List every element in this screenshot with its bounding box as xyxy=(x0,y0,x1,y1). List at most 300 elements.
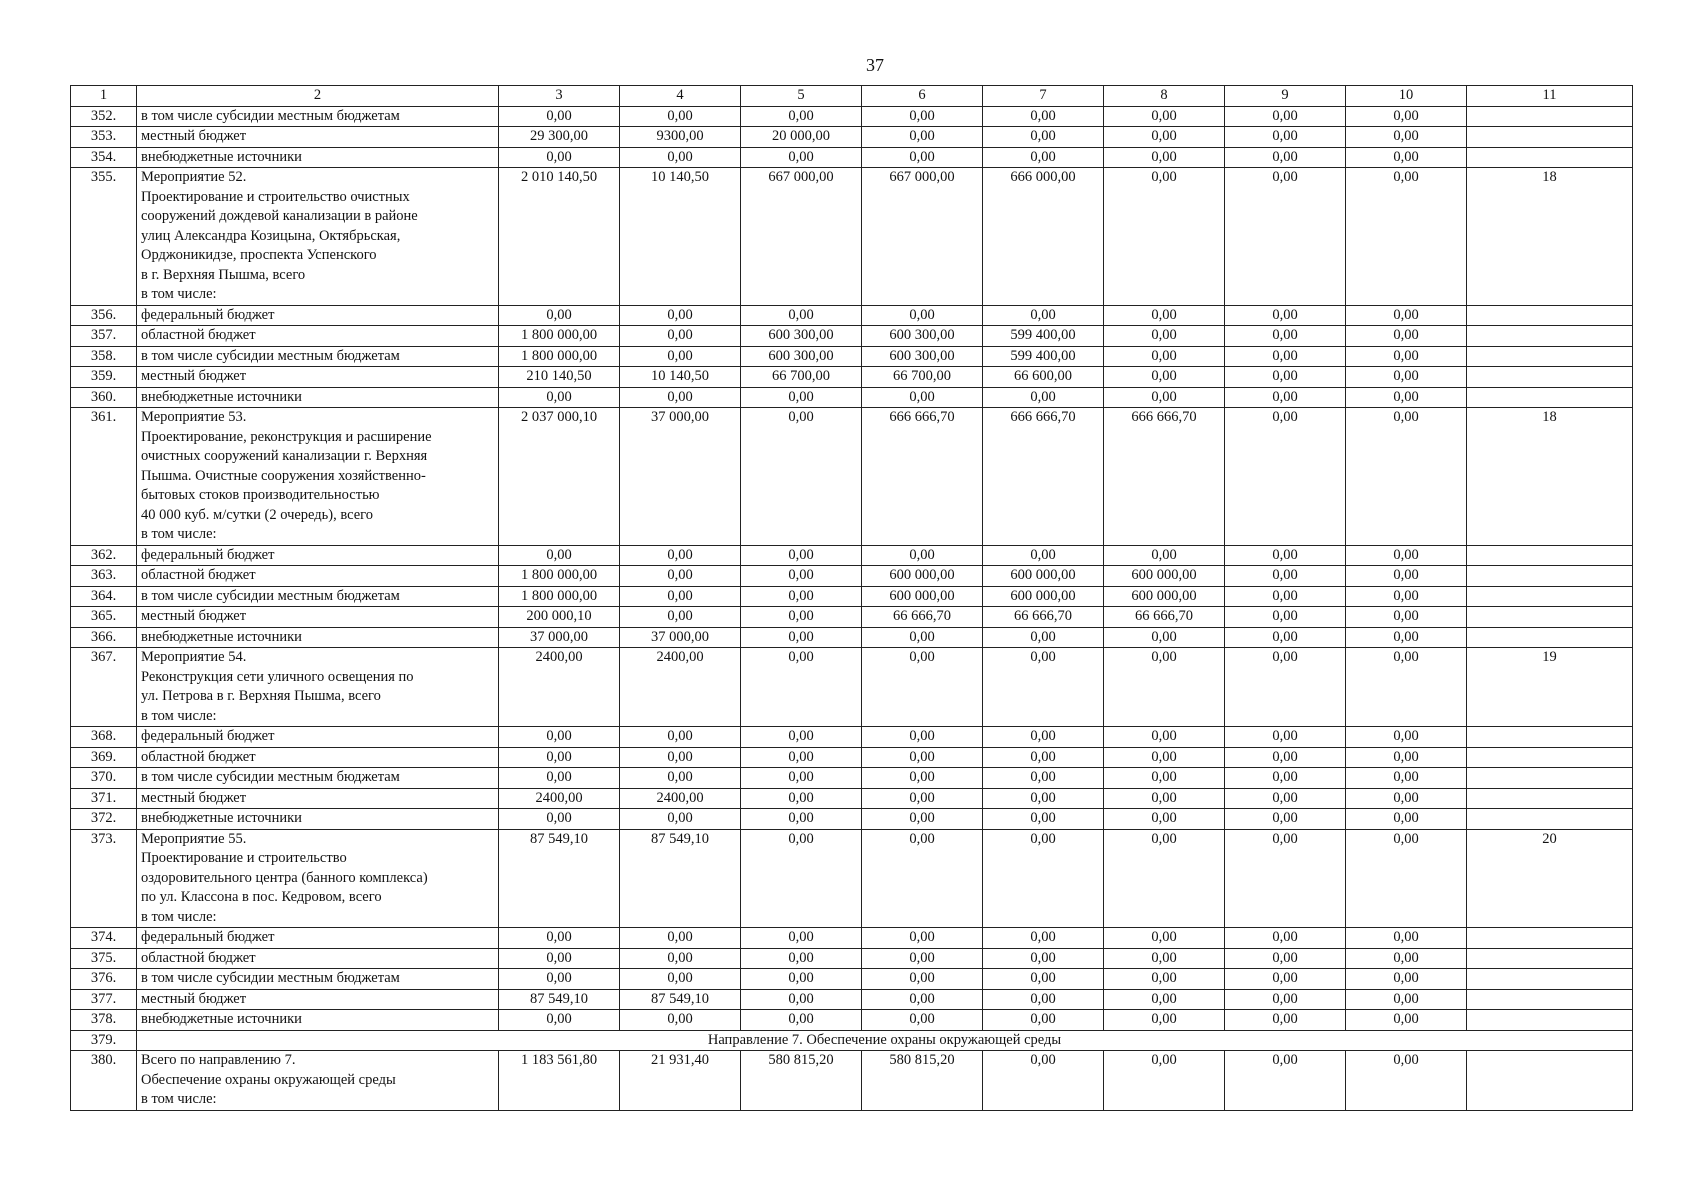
table-row xyxy=(71,989,1633,1010)
amount-cell: 0,00 xyxy=(983,989,1104,1010)
amount-cell: 0,00 xyxy=(741,648,862,727)
row-description xyxy=(137,747,499,768)
description-line: Проектирование и строительство очистных xyxy=(141,188,410,205)
amount-cell: 0,00 xyxy=(741,727,862,748)
amount-cell: 0,00 xyxy=(499,1010,620,1031)
table-row xyxy=(71,367,1633,388)
target-indicator-cell xyxy=(1467,545,1633,566)
amount-cell: 0,00 xyxy=(1346,989,1467,1010)
amount-cell: 87 549,10 xyxy=(620,989,741,1010)
amount-cell: 0,00 xyxy=(1104,948,1225,969)
amount-cell: 0,00 xyxy=(741,566,862,587)
row-number: 367. xyxy=(71,648,137,727)
target-indicator-cell xyxy=(1467,747,1633,768)
amount-cell: 0,00 xyxy=(1346,829,1467,928)
row-number: 368. xyxy=(71,727,137,748)
row-number: 380. xyxy=(71,1051,137,1111)
amount-cell: 1 800 000,00 xyxy=(499,586,620,607)
row-description xyxy=(137,809,499,830)
amount-cell: 0,00 xyxy=(983,545,1104,566)
amount-cell: 0,00 xyxy=(1225,788,1346,809)
description-line: в том числе субсидии местным бюджетам xyxy=(141,107,400,124)
target-indicator-cell: 18 xyxy=(1467,168,1633,306)
column-header: 3 xyxy=(499,86,620,107)
amount-cell: 0,00 xyxy=(1346,545,1467,566)
target-indicator-cell xyxy=(1467,788,1633,809)
amount-cell: 0,00 xyxy=(1346,627,1467,648)
target-indicator-cell xyxy=(1467,566,1633,587)
amount-cell: 0,00 xyxy=(1225,367,1346,388)
description-line: Проектирование и строительство xyxy=(141,850,347,866)
amount-cell: 200 000,10 xyxy=(499,607,620,628)
row-number: 361. xyxy=(71,408,137,546)
amount-cell: 0,00 xyxy=(983,627,1104,648)
row-number: 363. xyxy=(71,566,137,587)
amount-cell: 0,00 xyxy=(741,586,862,607)
amount-cell: 0,00 xyxy=(1104,989,1225,1010)
row-number: 374. xyxy=(71,928,137,949)
amount-cell: 0,00 xyxy=(1346,305,1467,326)
target-indicator-cell xyxy=(1467,586,1633,607)
description-line: в том числе субсидии местным бюджетам xyxy=(141,347,400,364)
amount-cell: 0,00 xyxy=(620,747,741,768)
amount-cell: 0,00 xyxy=(1346,948,1467,969)
amount-cell: 0,00 xyxy=(983,387,1104,408)
description-line: Мероприятие 55. xyxy=(141,830,247,847)
amount-cell: 0,00 xyxy=(741,989,862,1010)
amount-cell: 0,00 xyxy=(1225,147,1346,168)
amount-cell: 600 000,00 xyxy=(862,586,983,607)
amount-cell: 0,00 xyxy=(862,147,983,168)
amount-cell: 10 140,50 xyxy=(620,168,741,306)
row-number: 362. xyxy=(71,545,137,566)
description-line: местный бюджет xyxy=(141,789,247,806)
table-row xyxy=(71,586,1633,607)
amount-cell: 0,00 xyxy=(862,387,983,408)
row-description xyxy=(137,1051,499,1111)
table-row xyxy=(71,727,1633,748)
amount-cell: 0,00 xyxy=(741,829,862,928)
amount-cell: 0,00 xyxy=(1104,168,1225,306)
amount-cell: 0,00 xyxy=(1225,168,1346,306)
amount-cell: 0,00 xyxy=(620,346,741,367)
amount-cell: 0,00 xyxy=(862,928,983,949)
amount-cell: 2400,00 xyxy=(499,788,620,809)
row-description xyxy=(137,147,499,168)
amount-cell: 0,00 xyxy=(1346,1051,1467,1111)
row-number: 365. xyxy=(71,607,137,628)
description-line: бытовых стоков производительностью xyxy=(141,487,380,503)
amount-cell: 0,00 xyxy=(620,305,741,326)
amount-cell: 0,00 xyxy=(1346,747,1467,768)
amount-cell: 0,00 xyxy=(1346,768,1467,789)
amount-cell: 0,00 xyxy=(1225,768,1346,789)
amount-cell: 0,00 xyxy=(1225,545,1346,566)
row-number: 373. xyxy=(71,829,137,928)
amount-cell: 0,00 xyxy=(620,387,741,408)
description-line: улиц Александра Козицына, Октябрьская, xyxy=(141,227,401,244)
row-description xyxy=(137,346,499,367)
description-line: по ул. Классона в пос. Кедровом, всего xyxy=(141,889,382,905)
amount-cell: 0,00 xyxy=(741,969,862,990)
amount-cell: 37 000,00 xyxy=(620,627,741,648)
amount-cell: 666 000,00 xyxy=(983,168,1104,306)
amount-cell: 9300,00 xyxy=(620,127,741,148)
row-number: 375. xyxy=(71,948,137,969)
target-indicator-cell xyxy=(1467,768,1633,789)
row-number: 358. xyxy=(71,346,137,367)
amount-cell: 0,00 xyxy=(620,768,741,789)
amount-cell: 0,00 xyxy=(1225,829,1346,928)
table-row xyxy=(71,648,1633,727)
table-row xyxy=(71,346,1633,367)
target-indicator-cell: 19 xyxy=(1467,648,1633,727)
row-description xyxy=(137,627,499,648)
amount-cell: 0,00 xyxy=(741,607,862,628)
amount-cell: 0,00 xyxy=(620,607,741,628)
target-indicator-cell xyxy=(1467,387,1633,408)
description-line: областной бюджет xyxy=(141,327,256,343)
amount-cell: 2400,00 xyxy=(620,788,741,809)
amount-cell: 0,00 xyxy=(1225,809,1346,830)
target-indicator-cell xyxy=(1467,305,1633,326)
row-description xyxy=(137,545,499,566)
amount-cell: 0,00 xyxy=(1225,326,1346,347)
amount-cell: 0,00 xyxy=(620,727,741,748)
amount-cell: 0,00 xyxy=(1225,727,1346,748)
description-line: Орджоникидзе, проспекта Успенского xyxy=(141,247,377,263)
description-line: Проектирование, реконструкция и расширение xyxy=(141,428,432,445)
target-indicator-cell xyxy=(1467,727,1633,748)
amount-cell: 0,00 xyxy=(741,948,862,969)
table-row xyxy=(71,788,1633,809)
description-line: в том числе: xyxy=(141,286,217,302)
column-header: 10 xyxy=(1346,86,1467,107)
column-numbers-row xyxy=(71,86,1633,107)
amount-cell: 0,00 xyxy=(620,586,741,607)
target-indicator-cell xyxy=(1467,1010,1633,1031)
amount-cell: 0,00 xyxy=(741,627,862,648)
amount-cell: 0,00 xyxy=(1104,387,1225,408)
description-line: местный бюджет xyxy=(141,368,247,384)
amount-cell: 0,00 xyxy=(1225,648,1346,727)
amount-cell: 66 700,00 xyxy=(862,367,983,388)
description-line: федеральный бюджет xyxy=(141,929,275,945)
target-indicator-cell xyxy=(1467,1051,1633,1111)
amount-cell: 0,00 xyxy=(620,969,741,990)
table-row xyxy=(71,408,1633,546)
amount-cell: 0,00 xyxy=(1225,747,1346,768)
amount-cell: 0,00 xyxy=(1104,127,1225,148)
description-line: внебюджетные источники xyxy=(141,148,302,165)
description-line: Мероприятие 54. xyxy=(141,649,247,665)
amount-cell: 0,00 xyxy=(1346,809,1467,830)
description-line: внебюджетные источники xyxy=(141,1011,302,1027)
amount-cell: 0,00 xyxy=(1225,346,1346,367)
row-number: 376. xyxy=(71,969,137,990)
description-line: Реконструкция сети уличного освещения по xyxy=(141,668,414,685)
amount-cell: 0,00 xyxy=(1346,147,1467,168)
table-row xyxy=(71,809,1633,830)
amount-cell: 0,00 xyxy=(862,127,983,148)
target-indicator-cell xyxy=(1467,106,1633,127)
amount-cell: 1 800 000,00 xyxy=(499,566,620,587)
amount-cell: 0,00 xyxy=(1225,928,1346,949)
row-description xyxy=(137,727,499,748)
row-description xyxy=(137,408,499,546)
amount-cell: 0,00 xyxy=(1346,1010,1467,1031)
amount-cell: 0,00 xyxy=(983,829,1104,928)
target-indicator-cell xyxy=(1467,928,1633,949)
row-description xyxy=(137,566,499,587)
amount-cell: 0,00 xyxy=(1104,545,1225,566)
amount-cell: 0,00 xyxy=(1346,168,1467,306)
amount-cell: 0,00 xyxy=(1225,106,1346,127)
row-description xyxy=(137,1010,499,1031)
amount-cell: 0,00 xyxy=(1346,127,1467,148)
description-line: в том числе субсидии местным бюджетам xyxy=(141,587,400,604)
amount-cell: 0,00 xyxy=(1346,408,1467,546)
amount-cell: 667 000,00 xyxy=(862,168,983,306)
row-number: 360. xyxy=(71,387,137,408)
description-line: Всего по направлению 7. xyxy=(141,1052,296,1068)
amount-cell: 600 000,00 xyxy=(1104,586,1225,607)
amount-cell: 0,00 xyxy=(1104,727,1225,748)
description-line: Мероприятие 53. xyxy=(141,409,247,425)
amount-cell: 0,00 xyxy=(983,1010,1104,1031)
amount-cell: 580 815,20 xyxy=(741,1051,862,1111)
amount-cell: 580 815,20 xyxy=(862,1051,983,1111)
description-line: очистных сооружений канализации г. Верхняя xyxy=(141,448,428,464)
amount-cell: 0,00 xyxy=(1346,607,1467,628)
amount-cell: 0,00 xyxy=(862,1010,983,1031)
table-body xyxy=(71,86,1633,1111)
row-description xyxy=(137,969,499,990)
row-number: 370. xyxy=(71,768,137,789)
amount-cell: 0,00 xyxy=(1104,367,1225,388)
amount-cell: 600 300,00 xyxy=(741,326,862,347)
amount-cell: 0,00 xyxy=(983,788,1104,809)
table-row xyxy=(71,928,1633,949)
amount-cell: 0,00 xyxy=(741,305,862,326)
column-header: 5 xyxy=(741,86,862,107)
row-description xyxy=(137,829,499,928)
table-row xyxy=(71,545,1633,566)
description-line: областной бюджет xyxy=(141,949,256,966)
description-line: в том числе: xyxy=(141,526,217,542)
amount-cell: 0,00 xyxy=(1346,928,1467,949)
amount-cell: 0,00 xyxy=(620,928,741,949)
table-row xyxy=(71,387,1633,408)
amount-cell: 0,00 xyxy=(1104,809,1225,830)
amount-cell: 0,00 xyxy=(1104,1051,1225,1111)
amount-cell: 0,00 xyxy=(741,147,862,168)
table-row xyxy=(71,969,1633,990)
amount-cell: 600 000,00 xyxy=(1104,566,1225,587)
amount-cell: 667 000,00 xyxy=(741,168,862,306)
amount-cell: 0,00 xyxy=(1346,648,1467,727)
amount-cell: 2 010 140,50 xyxy=(499,168,620,306)
amount-cell: 0,00 xyxy=(1104,106,1225,127)
target-indicator-cell xyxy=(1467,607,1633,628)
row-number: 369. xyxy=(71,747,137,768)
row-number: 366. xyxy=(71,627,137,648)
amount-cell: 0,00 xyxy=(983,1051,1104,1111)
amount-cell: 0,00 xyxy=(620,1010,741,1031)
target-indicator-cell: 20 xyxy=(1467,829,1633,928)
amount-cell: 0,00 xyxy=(741,788,862,809)
amount-cell: 666 666,70 xyxy=(983,408,1104,546)
row-description xyxy=(137,948,499,969)
amount-cell: 37 000,00 xyxy=(620,408,741,546)
column-header: 7 xyxy=(983,86,1104,107)
description-line: в том числе: xyxy=(141,1091,217,1107)
amount-cell: 0,00 xyxy=(1225,969,1346,990)
row-number: 372. xyxy=(71,809,137,830)
amount-cell: 0,00 xyxy=(862,648,983,727)
amount-cell: 0,00 xyxy=(1225,1051,1346,1111)
amount-cell: 0,00 xyxy=(1225,305,1346,326)
description-line: в г. Верхняя Пышма, всего xyxy=(141,266,306,283)
amount-cell: 0,00 xyxy=(862,989,983,1010)
table-row xyxy=(71,147,1633,168)
table-row xyxy=(71,305,1633,326)
amount-cell: 0,00 xyxy=(620,809,741,830)
section-heading: Направление 7. Обеспечение охраны окружающей среды xyxy=(137,1030,1633,1051)
amount-cell: 66 666,70 xyxy=(983,607,1104,628)
description-line: 40 000 куб. м/сутки (2 очередь), всего xyxy=(141,506,374,523)
amount-cell: 0,00 xyxy=(1225,387,1346,408)
amount-cell: 600 000,00 xyxy=(983,566,1104,587)
amount-cell: 1 800 000,00 xyxy=(499,346,620,367)
description-line: областной бюджет xyxy=(141,748,256,765)
amount-cell: 0,00 xyxy=(862,106,983,127)
target-indicator-cell xyxy=(1467,147,1633,168)
description-line: местный бюджет xyxy=(141,990,247,1007)
description-line: внебюджетные источники xyxy=(141,388,302,405)
row-description xyxy=(137,305,499,326)
amount-cell: 0,00 xyxy=(1346,969,1467,990)
column-header: 2 xyxy=(137,86,499,107)
amount-cell: 0,00 xyxy=(1104,627,1225,648)
amount-cell: 210 140,50 xyxy=(499,367,620,388)
amount-cell: 600 300,00 xyxy=(862,326,983,347)
amount-cell: 600 000,00 xyxy=(862,566,983,587)
amount-cell: 0,00 xyxy=(862,545,983,566)
budget-table xyxy=(70,85,1633,1111)
amount-cell: 0,00 xyxy=(862,305,983,326)
table-row xyxy=(71,326,1633,347)
row-description xyxy=(137,607,499,628)
description-line: в том числе субсидии местным бюджетам xyxy=(141,769,400,785)
amount-cell: 0,00 xyxy=(1104,969,1225,990)
amount-cell: 2 037 000,10 xyxy=(499,408,620,546)
amount-cell: 0,00 xyxy=(1225,948,1346,969)
amount-cell: 29 300,00 xyxy=(499,127,620,148)
amount-cell: 2400,00 xyxy=(620,648,741,727)
amount-cell: 21 931,40 xyxy=(620,1051,741,1111)
table-row xyxy=(71,768,1633,789)
amount-cell: 600 300,00 xyxy=(862,346,983,367)
column-header: 11 xyxy=(1467,86,1633,107)
description-line: Мероприятие 52. xyxy=(141,169,247,185)
table-row xyxy=(71,566,1633,587)
row-description xyxy=(137,127,499,148)
amount-cell: 0,00 xyxy=(1225,607,1346,628)
amount-cell: 0,00 xyxy=(983,768,1104,789)
amount-cell: 0,00 xyxy=(1225,566,1346,587)
amount-cell: 87 549,10 xyxy=(620,829,741,928)
amount-cell: 0,00 xyxy=(741,387,862,408)
description-line: федеральный бюджет xyxy=(141,728,275,744)
row-number: 371. xyxy=(71,788,137,809)
amount-cell: 0,00 xyxy=(1225,627,1346,648)
amount-cell: 87 549,10 xyxy=(499,989,620,1010)
column-header: 4 xyxy=(620,86,741,107)
table-row xyxy=(71,607,1633,628)
amount-cell: 20 000,00 xyxy=(741,127,862,148)
table-row xyxy=(71,627,1633,648)
page-number: 37 xyxy=(866,55,884,75)
amount-cell: 0,00 xyxy=(1346,788,1467,809)
amount-cell: 600 000,00 xyxy=(983,586,1104,607)
row-number: 377. xyxy=(71,989,137,1010)
amount-cell: 0,00 xyxy=(862,768,983,789)
description-line: местный бюджет xyxy=(141,128,247,144)
column-header: 6 xyxy=(862,86,983,107)
amount-cell: 0,00 xyxy=(1104,305,1225,326)
amount-cell: 599 400,00 xyxy=(983,326,1104,347)
amount-cell: 0,00 xyxy=(499,147,620,168)
amount-cell: 0,00 xyxy=(862,627,983,648)
amount-cell: 666 666,70 xyxy=(862,408,983,546)
amount-cell: 87 549,10 xyxy=(499,829,620,928)
amount-cell: 0,00 xyxy=(499,768,620,789)
amount-cell: 0,00 xyxy=(1346,346,1467,367)
amount-cell: 0,00 xyxy=(1225,408,1346,546)
description-line: местный бюджет xyxy=(141,608,247,624)
table-row xyxy=(71,1010,1633,1031)
amount-cell: 0,00 xyxy=(983,747,1104,768)
table-row xyxy=(71,829,1633,928)
row-description xyxy=(137,326,499,347)
amount-cell: 0,00 xyxy=(1104,768,1225,789)
amount-cell: 0,00 xyxy=(1225,1010,1346,1031)
target-indicator-cell xyxy=(1467,989,1633,1010)
amount-cell: 0,00 xyxy=(1346,106,1467,127)
target-indicator-cell xyxy=(1467,326,1633,347)
amount-cell: 10 140,50 xyxy=(620,367,741,388)
amount-cell: 600 300,00 xyxy=(741,346,862,367)
amount-cell: 0,00 xyxy=(741,768,862,789)
description-line: областной бюджет xyxy=(141,567,256,583)
amount-cell: 0,00 xyxy=(983,809,1104,830)
amount-cell: 0,00 xyxy=(862,809,983,830)
amount-cell: 0,00 xyxy=(741,747,862,768)
row-number: 379. xyxy=(71,1030,137,1051)
table-row xyxy=(71,1030,1633,1051)
amount-cell: 0,00 xyxy=(1104,346,1225,367)
amount-cell: 0,00 xyxy=(620,566,741,587)
row-number: 355. xyxy=(71,168,137,306)
row-number: 359. xyxy=(71,367,137,388)
amount-cell: 0,00 xyxy=(1346,326,1467,347)
target-indicator-cell xyxy=(1467,346,1633,367)
amount-cell: 66 666,70 xyxy=(1104,607,1225,628)
amount-cell: 0,00 xyxy=(499,809,620,830)
target-indicator-cell xyxy=(1467,367,1633,388)
amount-cell: 0,00 xyxy=(983,948,1104,969)
